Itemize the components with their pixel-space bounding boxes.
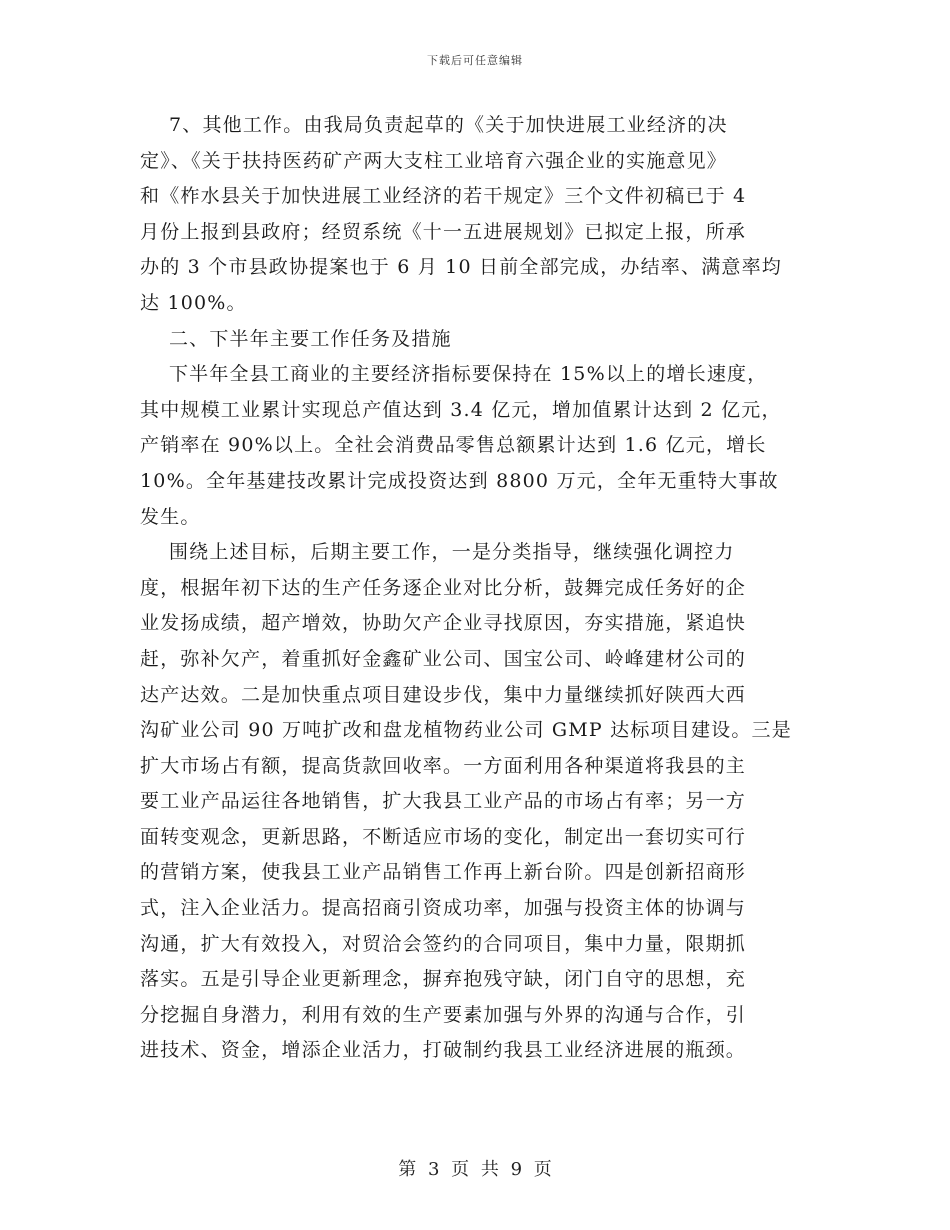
header-note: 下载后可任意编辑 xyxy=(427,54,523,67)
text-line: 二、下半年主要工作任务及措施 xyxy=(140,327,452,350)
text-line: 月份上报到县政府；经贸系统《十一五进展规划》已拟定上报，所承 xyxy=(140,220,747,243)
text-line: 沟通，扩大有效投入，对贸洽会签约的合同项目，集中力量，限期抓 xyxy=(140,932,747,955)
text-line: 10%。全年基建技改累计完成投资达到 8800 万元，全年无重特大事故 xyxy=(140,469,779,492)
text-line: 的营销方案，使我县工业产品销售工作再上新台阶。四是创新招商形 xyxy=(140,861,747,884)
text-line: 和《柞水县关于加快进展工业经济的若干规定》三个文件初稿已于 4 xyxy=(140,185,747,208)
text-line: 发生。 xyxy=(140,505,201,528)
text-line: 沟矿业公司 90 万吨扩改和盘龙植物药业公司 GMP 达标项目建设。三是 xyxy=(140,719,792,742)
text-line: 分挖掘自身潜力，利用有效的生产要素加强与外界的沟通与合作，引 xyxy=(140,1003,747,1026)
text-line: 办的 3 个市县政协提案也于 6 月 10 日前全部完成，办结率、满意率均 xyxy=(140,256,782,279)
text-line: 7、其他工作。由我局负责起草的《关于加快进展工业经济的决 xyxy=(140,114,728,136)
text-line: 式，注入企业活力。提高招商引资成功率，加强与投资主体的协调与 xyxy=(140,897,747,920)
text-line: 扩大市场占有额，提高货款回收率。一方面利用各种渠道将我县的主 xyxy=(140,754,747,777)
page-number: 第 3 页 共 9 页 xyxy=(398,1159,552,1180)
document-body xyxy=(140,108,820,1069)
text-line: 要工业产品运往各地销售，扩大我县工业产品的市场占有率；另一方 xyxy=(140,790,747,813)
text-line: 落实。五是引导企业更新理念，摒弃抱残守缺，闭门自守的思想，充 xyxy=(140,968,747,991)
text-line: 定》、《关于扶持医药矿产两大支柱工业培育六强企业的实施意见》 xyxy=(140,149,728,172)
text-line: 业发扬成绩，超产增效，协助欠产企业寻找原因，夯实措施，紧追快 xyxy=(140,612,747,635)
text-line: 进技术、资金，增添企业活力，打破制约我县工业经济进展的瓶颈。 xyxy=(140,1039,747,1062)
text-line: 赶，弥补欠产，着重抓好金鑫矿业公司、国宝公司、岭峰建材公司的 xyxy=(140,647,747,670)
text-line: 下半年全县工商业的主要经济指标要保持在 15%以上的增长速度， xyxy=(140,363,768,386)
text-line: 其中规模工业累计实现总产值达到 3.4 亿元，增加值累计达到 2 亿元， xyxy=(140,398,782,421)
text-line: 围绕上述目标，后期主要工作，一是分类指导，继续强化调控力 xyxy=(140,541,735,564)
text-line: 面转变观念，更新思路，不断适应市场的变化，制定出一套切实可行 xyxy=(140,825,747,848)
text-line: 达产达效。二是加快重点项目建设步伐，集中力量继续抓好陕西大西 xyxy=(140,683,747,706)
text-line: 产销率在 90%以上。全社会消费品零售总额累计达到 1.6 亿元，增长 xyxy=(140,434,767,457)
text-line: 度，根据年初下达的生产任务逐企业对比分析，鼓舞完成任务好的企 xyxy=(140,576,747,599)
text-line: 达 100%。 xyxy=(140,291,247,314)
